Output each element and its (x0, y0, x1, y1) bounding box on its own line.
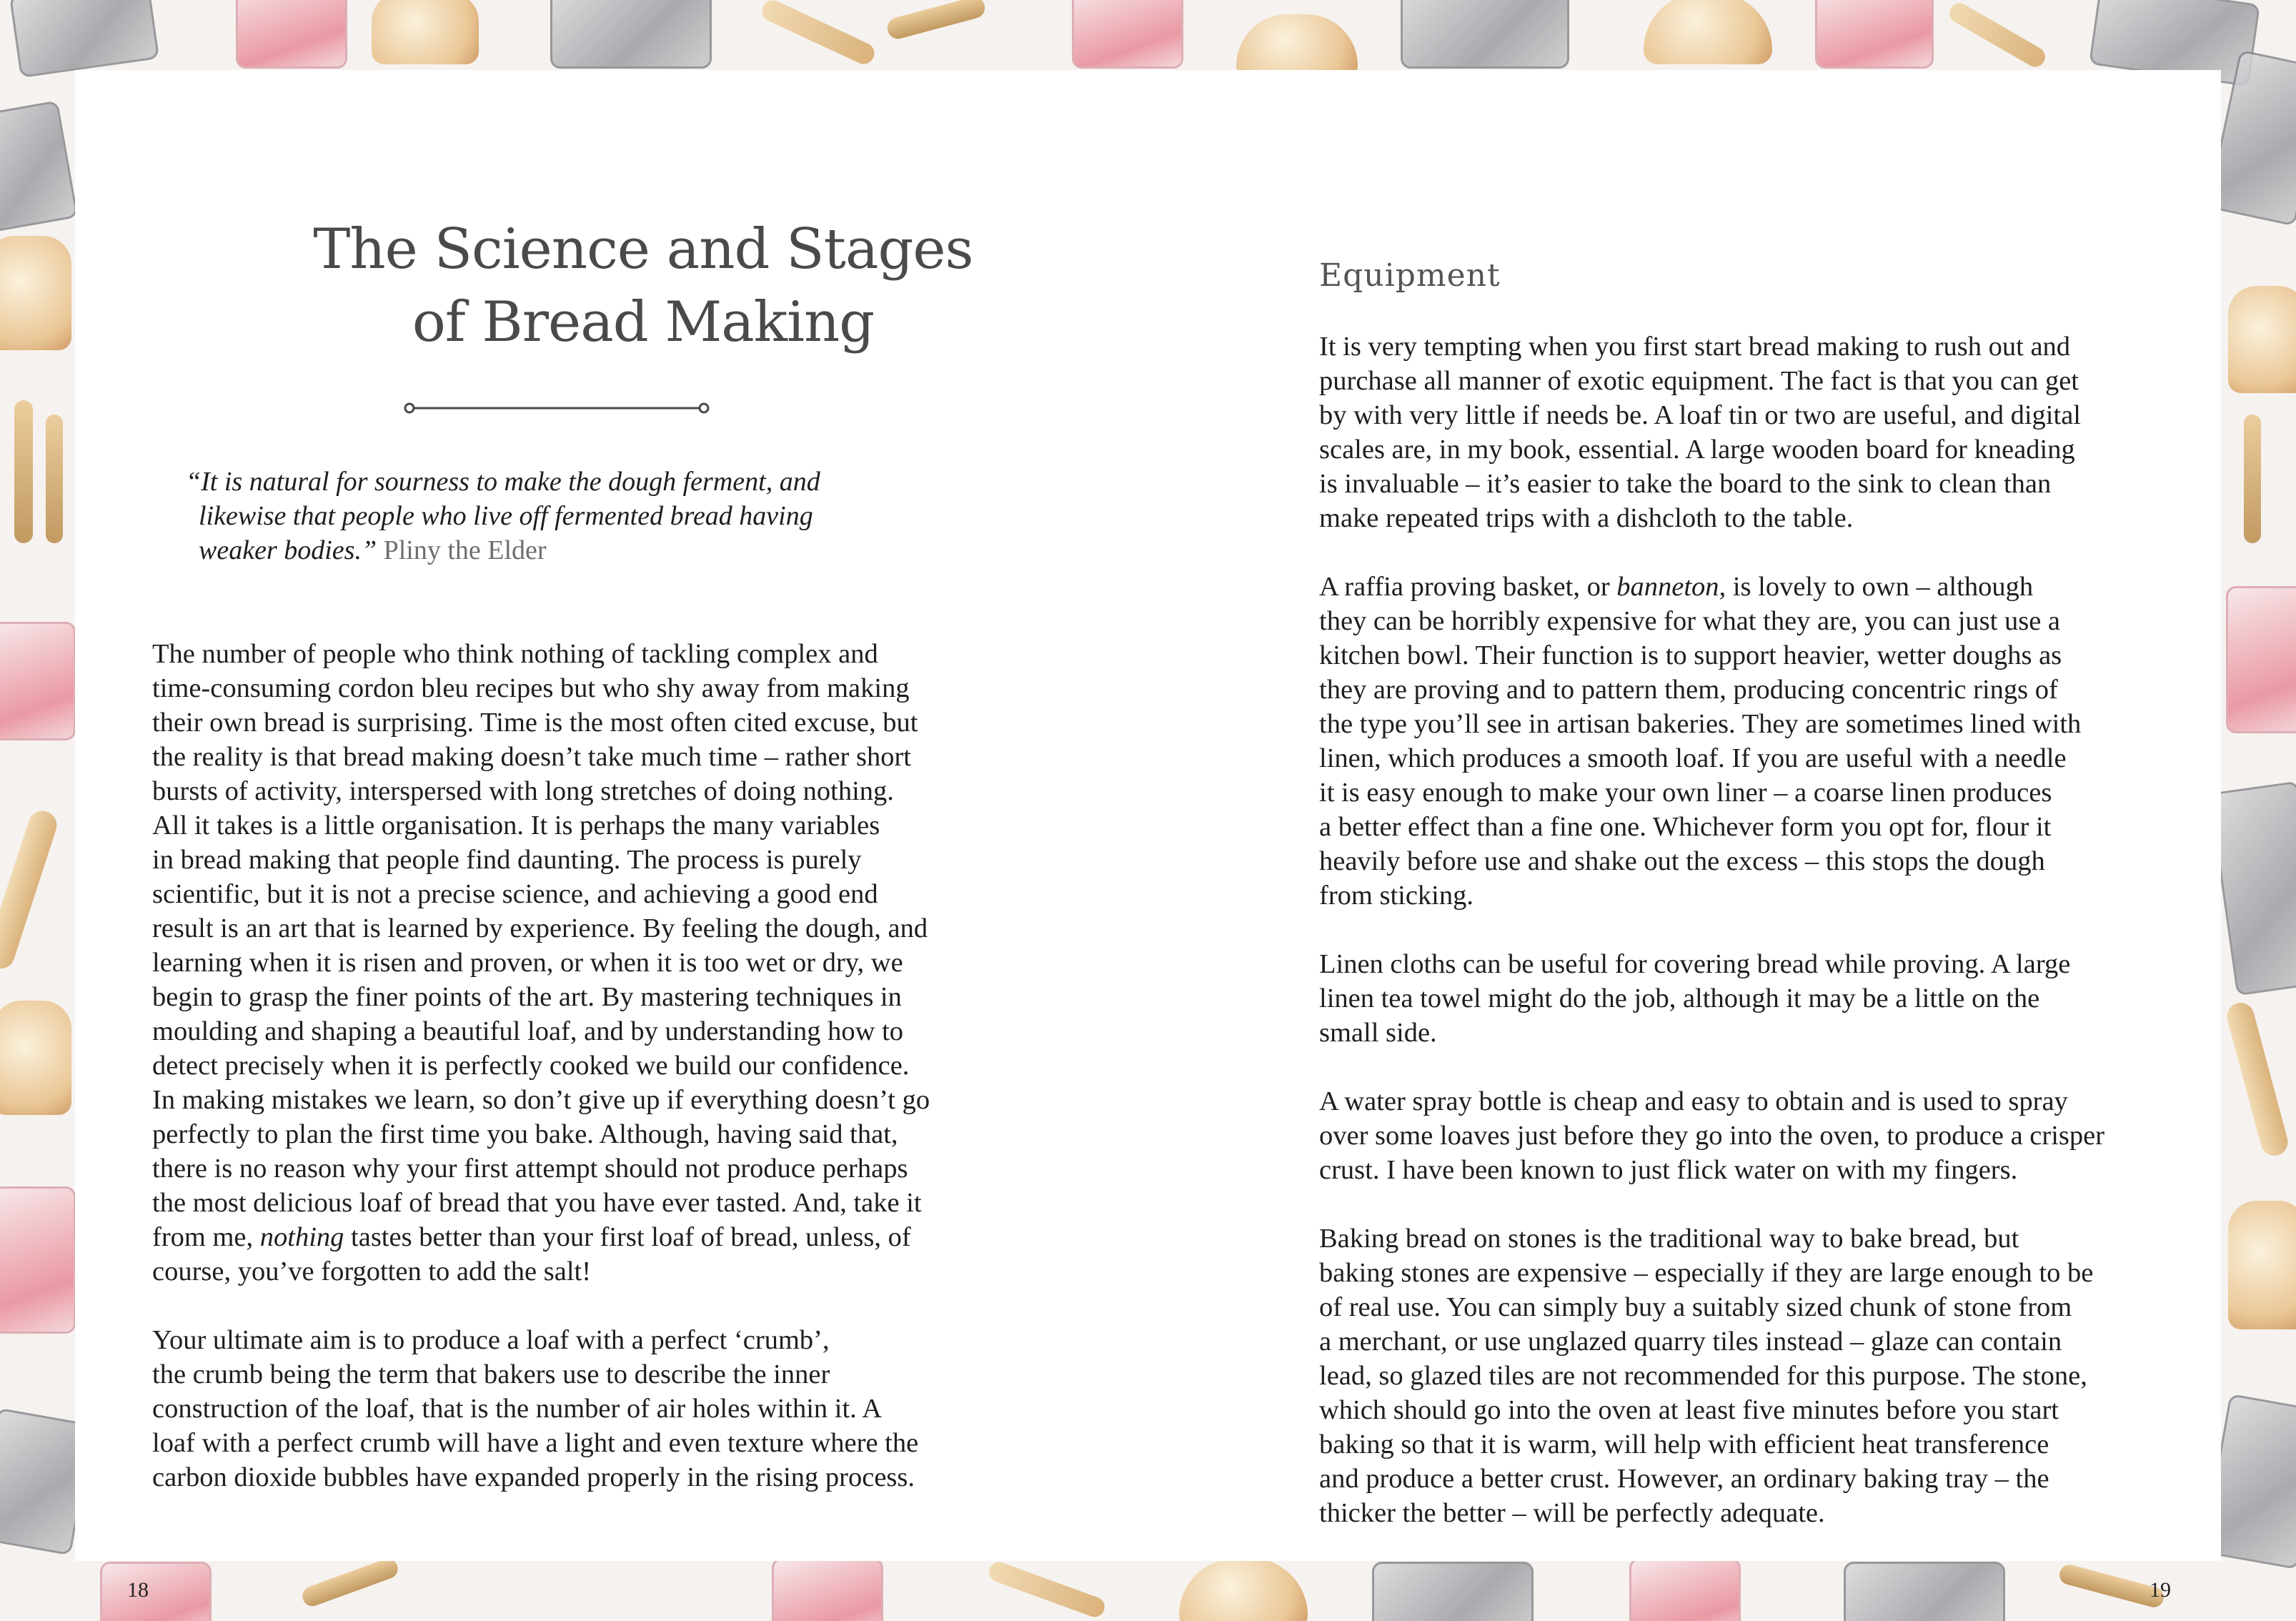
text-line: construction of the loaf, that is the number of air holes within it. A (152, 1394, 883, 1424)
title-line-1: The Science and Stages (313, 217, 973, 282)
text-line: perfectly to plan the first time you bake. Although, having said that, (152, 1119, 898, 1149)
text-line: crust. I have been known to just flick water on with my fingers. (1319, 1155, 2018, 1185)
page-number: 18 (127, 1578, 149, 1602)
text-line: begin to grasp the finer points of the art. By mastering techniques in (152, 982, 902, 1012)
right-page (1149, 70, 2221, 1602)
text-line: detect precisely when it is perfectly cooked we build our confidence. (152, 1051, 910, 1081)
text-run: from me, (152, 1222, 260, 1252)
text-line: It is very tempting when you first start bread making to rush out and (1319, 332, 2071, 362)
text-line: make repeated trips with a dishcloth to the table. (1319, 503, 1854, 533)
paragraph (1319, 570, 2220, 913)
rolling-pin-illustration (759, 0, 878, 68)
loaf-tin-illustration (0, 100, 78, 232)
quote-line: weaker bodies.” (199, 535, 377, 565)
page-number: 19 (2150, 1578, 2171, 1602)
quote-line: “It is natural for sourness to make the dough ferment, and (186, 467, 820, 497)
quote-line: likewise that people who live off fermented bread having (199, 501, 813, 531)
flour-bag-illustration (0, 1186, 76, 1334)
flour-bag-illustration (772, 1558, 883, 1621)
text-line: Your ultimate aim is to produce a loaf with a perfect ‘crumb’, (152, 1325, 830, 1355)
text-line: the type you’ll see in artisan bakeries. They are sometimes lined with (1319, 709, 2082, 739)
text-line: lead, so glazed tiles are not recommended for this purpose. The stone, (1319, 1361, 2087, 1391)
text-line: The number of people who think nothing of tackling complex and (152, 639, 878, 669)
text-line: thicker the better – will be perfectly adequate. (1319, 1498, 1825, 1528)
text-line: In making mistakes we learn, so don’t give up if everything doesn’t go (152, 1085, 930, 1115)
text-line: bursts of activity, interspersed with long stretches of doing nothing. (152, 776, 894, 806)
right-body-text (1319, 329, 2220, 1565)
text-line: from sticking. (1319, 881, 1473, 911)
text-line: loaf with a perfect crumb will have a light and even texture where the (152, 1428, 919, 1458)
loaf-tin-illustration (1844, 1562, 2005, 1621)
emphasis-text: banneton (1616, 572, 1719, 602)
text-line: their own bread is surprising. Time is the most often cited excuse, but (152, 708, 918, 738)
text-line: which should go into the oven at least five minutes before you start (1319, 1395, 2059, 1425)
text-line: carbon dioxide bubbles have expanded properly in the rising process. (152, 1462, 915, 1492)
loaf-tin-illustration (550, 0, 712, 69)
toast-illustration (0, 1001, 71, 1115)
text-line: baking stones are expensive – especially if they are large enough to be (1319, 1258, 2094, 1288)
text-line: heavily before use and shake out the excess – this stops the dough (1319, 846, 2045, 876)
paragraph (152, 637, 1053, 1289)
text-line: learning when it is risen and proven, or when it is too wet or dry, we (152, 948, 903, 978)
text-line: scales are, in my book, essential. A large wooden board for kneading (1319, 435, 2075, 465)
epigraph-quote (186, 465, 1043, 567)
paragraph (1319, 1084, 2220, 1187)
left-body-text (152, 637, 1053, 1529)
toast-illustration (2228, 1201, 2296, 1329)
text-line: is invaluable – it’s easier to take the board to the sink to clean than (1319, 469, 2052, 499)
flour-bag-illustration (1815, 0, 1934, 69)
text-line: small side. (1319, 1018, 1437, 1048)
text-line: course, you’ve forgotten to add the salt! (152, 1256, 592, 1287)
section-heading: Equipment (1319, 257, 1501, 294)
emphasis-text: nothing (259, 1222, 344, 1252)
toast-illustration (2228, 286, 2296, 393)
text-line: a better effect than a fine one. Whichever form you opt for, flour it (1319, 812, 2052, 842)
text-line: baking so that it is warm, will help with efficient heat transference (1319, 1429, 2049, 1459)
title-line-2: of Bread Making (412, 290, 875, 355)
text-line: linen, which produces a smooth loaf. If you are useful with a needle (1319, 743, 2067, 773)
text-line: result is an art that is learned by experience. By feeling the dough, and (152, 913, 928, 943)
bread-roll-illustration (1179, 1558, 1308, 1621)
text-line: A water spray bottle is cheap and easy to obtain and is used to spray (1319, 1086, 2068, 1116)
text-line: a merchant, or use unglazed quarry tiles instead – glaze can contain (1319, 1327, 2062, 1357)
wheat-illustration (46, 415, 63, 543)
text-run: A raffia proving basket, or (1319, 572, 1617, 602)
text-line: there is no reason why your first attempt should not produce perhaps (152, 1154, 908, 1184)
rolling-pin-illustration (0, 807, 61, 972)
loaf-tin-illustration (1372, 1562, 1534, 1621)
text-line: time-consuming cordon bleu recipes but who shy away from making (152, 673, 910, 703)
text-line: the crumb being the term that bakers use to describe the inner (152, 1359, 830, 1389)
rolling-pin-illustration (1946, 0, 2049, 71)
rolling-pin-illustration (986, 1560, 1107, 1620)
wheat-illustration (14, 400, 33, 543)
bread-roll-illustration (1236, 14, 1358, 79)
flour-jar-illustration (2226, 586, 2296, 733)
text-line: they are proving and to pattern them, producing concentric rings of (1319, 675, 2058, 705)
title-divider-ornament (404, 401, 710, 415)
flour-jar-illustration (0, 622, 76, 740)
toast-illustration (372, 0, 479, 64)
loaf-tin-illustration (2209, 781, 2296, 996)
paragraph (1319, 329, 2220, 535)
flour-bag-illustration (1629, 1558, 1741, 1621)
text-line: linen tea towel might do the job, although it may be a little on the (1319, 983, 2040, 1013)
text-line: of real use. You can simply buy a suitably sized chunk of stone from (1319, 1292, 2072, 1322)
text-line: the reality is that bread making doesn’t take much time – rather short (152, 742, 912, 772)
text-line (152, 1220, 1053, 1254)
text-line (1319, 570, 2220, 604)
toast-illustration (0, 236, 71, 350)
text-run: , is lovely to own – although (1719, 572, 2034, 602)
left-page (75, 70, 1149, 1602)
text-line: they can be horribly expensive for what they are, you can just use a (1319, 606, 2060, 636)
text-line: Linen cloths can be useful for covering bread while proving. A large (1319, 949, 2071, 979)
text-line: it is easy enough to make your own liner – a coarse linen produces (1319, 778, 2052, 808)
text-line: All it takes is a little organisation. It is perhaps the many variables (152, 810, 880, 841)
loaf-tin-illustration (9, 0, 159, 78)
text-run: tastes better than your first loaf of bread, unless, of (344, 1222, 911, 1252)
paragraph (152, 1323, 1053, 1494)
wheat-illustration (299, 1556, 400, 1609)
paragraph (1319, 1221, 2220, 1530)
text-line: in bread making that people find daunting. The process is purely (152, 845, 862, 875)
text-line: purchase all manner of exotic equipment. The fact is that you can get (1319, 366, 2079, 396)
page-title (218, 213, 1068, 359)
wheat-illustration (885, 0, 988, 41)
loaf-tin-illustration (1401, 0, 1569, 69)
text-line: and produce a better crust. However, an ordinary baking tray – the (1319, 1464, 2049, 1494)
flour-bag-illustration (100, 1562, 212, 1621)
text-line: kitchen bowl. Their function is to support heavier, wetter doughs as (1319, 640, 2062, 670)
text-line: moulding and shaping a beautiful loaf, and by understanding how to (152, 1016, 904, 1046)
text-line: Baking bread on stones is the traditional way to bake bread, but (1319, 1224, 2019, 1254)
wheat-illustration (2244, 415, 2261, 543)
quote-attribution: Pliny the Elder (383, 535, 547, 565)
text-line: the most delicious loaf of bread that you have ever tasted. And, take it (152, 1188, 922, 1218)
text-line: over some loaves just before they go into the oven, to produce a crisper (1319, 1121, 2105, 1151)
text-line: by with very little if needs be. A loaf tin or two are useful, and digital (1319, 400, 2081, 430)
text-line: scientific, but it is not a precise science, and achieving a good end (152, 879, 878, 909)
paragraph (1319, 947, 2220, 1050)
bread-roll-illustration (1644, 0, 1772, 64)
flour-bag-illustration (1072, 0, 1183, 69)
flour-bag-illustration (236, 0, 347, 69)
rolling-pin-illustration (2224, 1000, 2291, 1159)
